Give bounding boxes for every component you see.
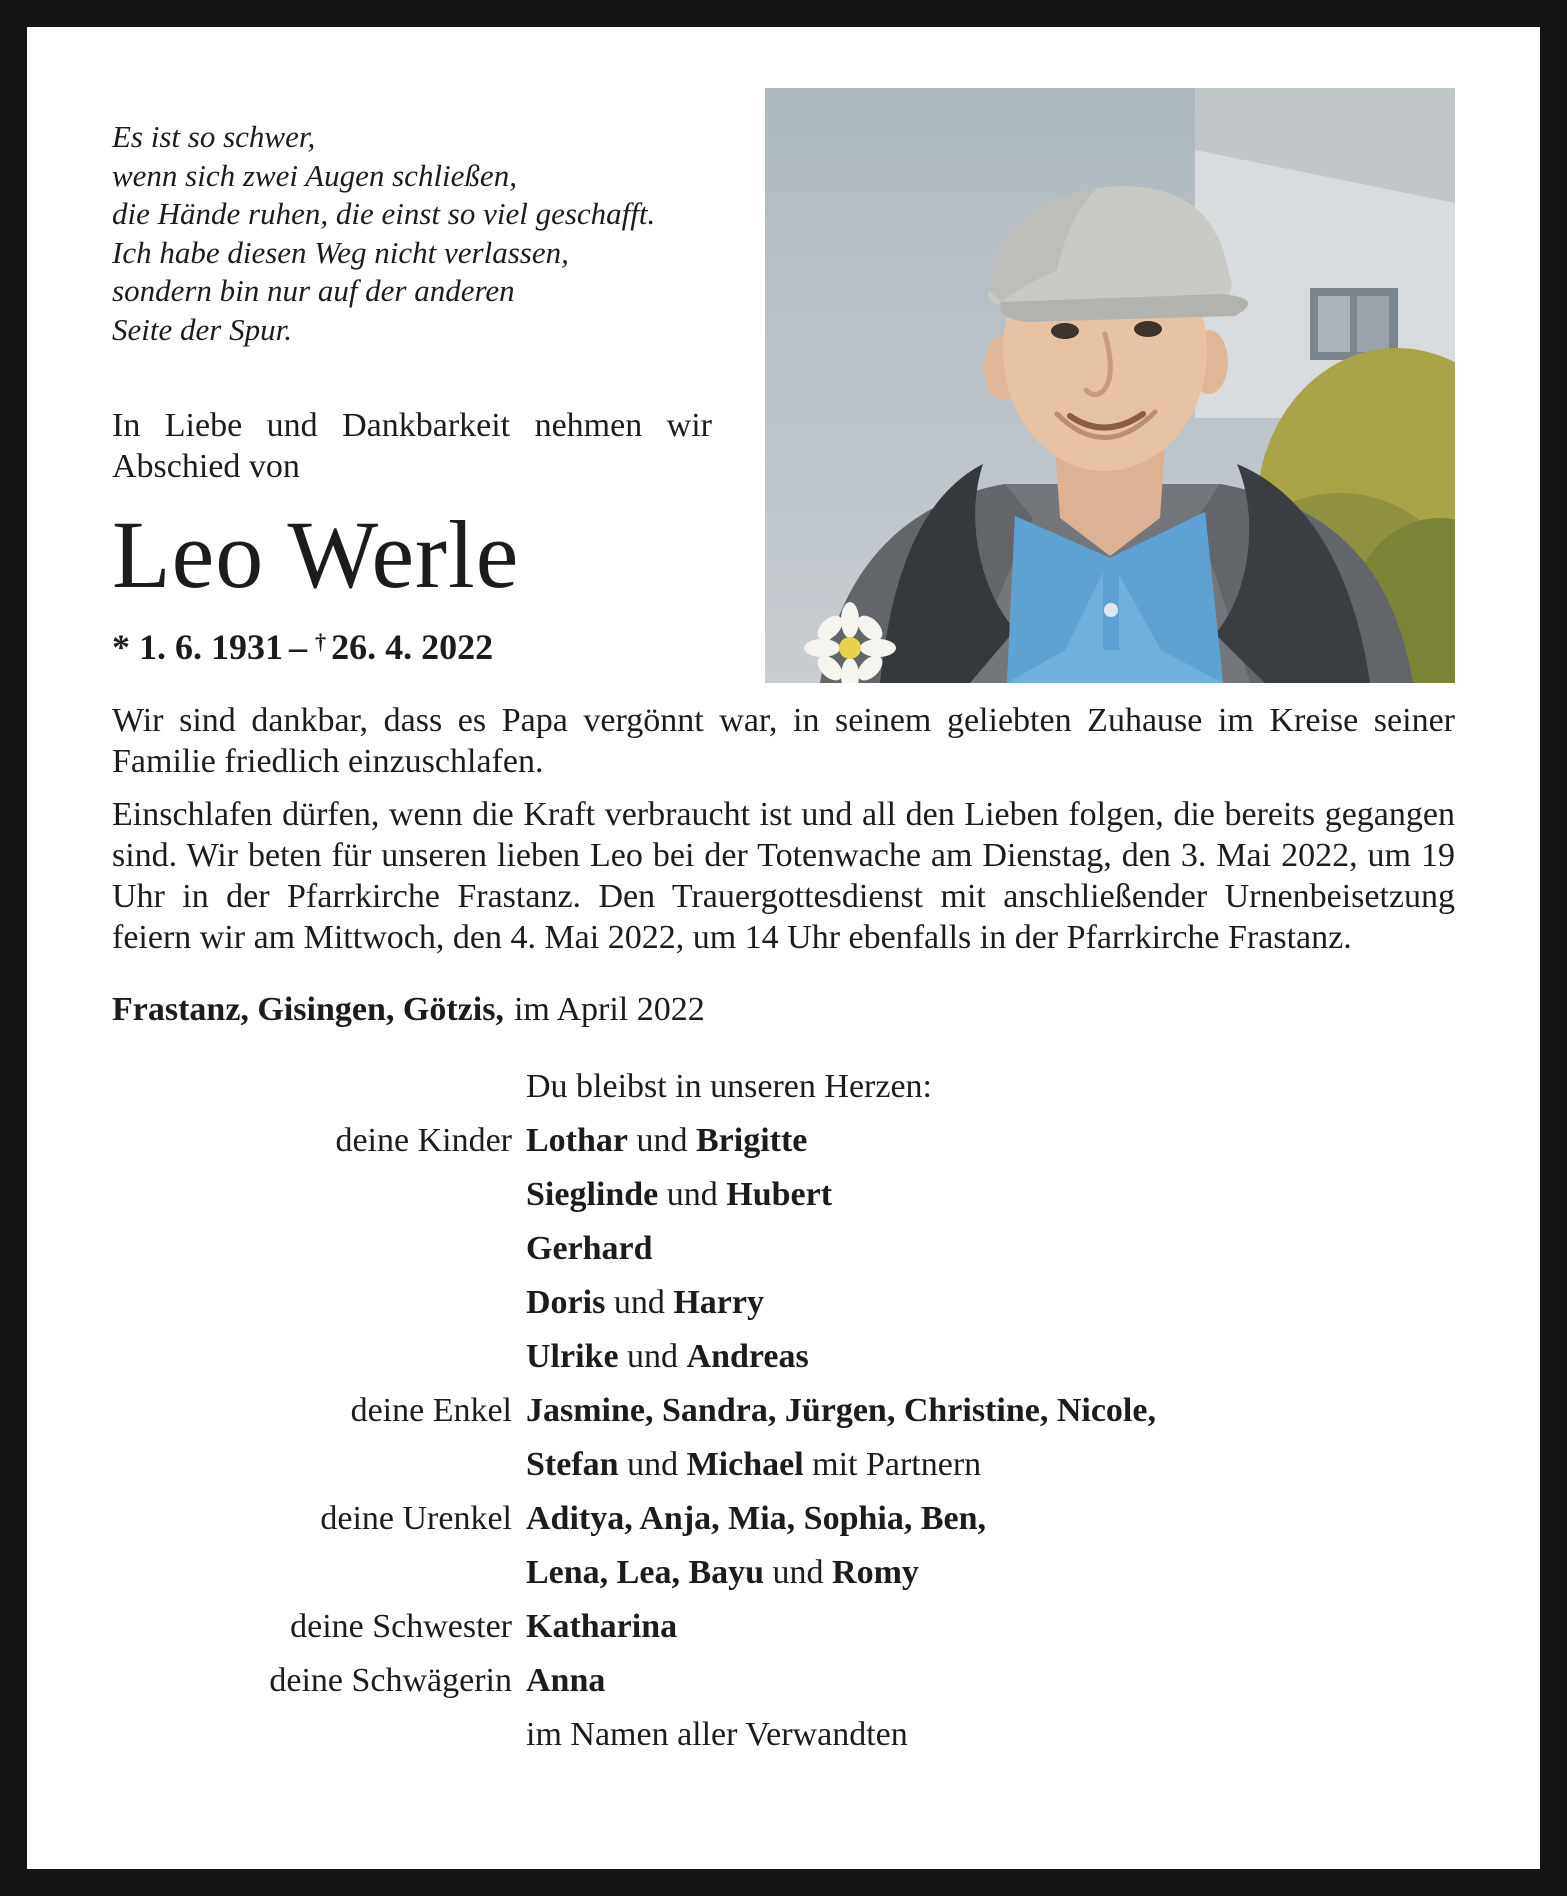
family-list: [112, 1114, 1455, 1708]
family-names: [526, 1114, 1455, 1384]
poem-line: wenn sich zwei Augen schließen,: [112, 157, 517, 193]
family-names-line: Ulrike und Andreas: [526, 1338, 809, 1375]
family-names-line: Katharina: [526, 1608, 678, 1645]
life-dates: [112, 619, 1455, 670]
poem-line: die Hände ruhen, die einst so viel geschafft.: [112, 196, 656, 231]
family-names-line: Stefan und Michael mit Partnern: [526, 1446, 982, 1483]
birth-date: * 1. 6. 1931: [112, 627, 283, 667]
intro-text: In Liebe und Dankbarkeit nehmen wir Abschied von: [112, 407, 712, 485]
deceased-name: Leo Werle: [112, 501, 520, 608]
obituary-card: [27, 27, 1540, 1869]
closing-line: im Namen aller Verwandten: [526, 1716, 908, 1753]
family-names: [526, 1600, 1455, 1654]
poem-line: Es ist so schwer,: [112, 119, 316, 154]
paragraph-service: Einschlafen dürfen, wenn die Kraft verbraucht ist und all den Lieben folgen, die bereits gegangen sind. Wir beten für unseren lieben Leo bei der Totenwache am Dienstag, den 3. Mai 2022, um 19 Uhr in der Pfarrkirche Frastanz. Den Trauergottesdienst mit anschließender Urnenbeisetzung feiern wir am Mittwoch, den 4. Mai 2022, um 14 Uhr ebenfalls in der Pfarrkirche Frastanz.: [112, 796, 1455, 956]
family-names-line: Jasmine, Sandra, Jürgen, Christine, Nicole,: [526, 1392, 1156, 1429]
place-date-line: [112, 988, 1455, 1032]
poem-line: sondern bin nur auf der anderen: [112, 273, 515, 308]
death-date: 26. 4. 2022: [331, 627, 494, 667]
places-text: Frastanz, Gisingen, Götzis,: [112, 991, 504, 1028]
poem: [112, 118, 732, 349]
paragraph-gratitude: Wir sind dankbar, dass es Papa vergönnt war, in seinem geliebten Zuhause im Kreise seiner Familie friedlich einzuschlafen.: [112, 702, 1455, 780]
family-names-line: Lothar und Brigitte: [526, 1122, 808, 1159]
family-names-line: Lena, Lea, Bayu und Romy: [526, 1554, 919, 1591]
family-names-line: Aditya, Anja, Mia, Sophia, Ben,: [526, 1500, 987, 1537]
family-names: [526, 1492, 1455, 1600]
obituary-content: [27, 27, 1540, 1869]
month-year-text: im April 2022: [513, 991, 705, 1028]
family-names-line: Anna: [526, 1662, 606, 1699]
poem-line: Ich habe diesen Weg nicht verlassen,: [112, 234, 569, 270]
family-names-line: Gerhard: [526, 1230, 653, 1267]
family-label: deine Schwägerin: [269, 1662, 512, 1699]
family-names: [526, 1384, 1455, 1492]
remembrance-heading: Du bleibst in unseren Herzen:: [526, 1068, 932, 1105]
family-label: deine Schwester: [290, 1608, 512, 1645]
family-label: deine Enkel: [350, 1392, 512, 1429]
family-names-line: Doris und Harry: [526, 1284, 764, 1321]
family-label: deine Urenkel: [320, 1500, 512, 1537]
dates-dash: –: [289, 627, 307, 667]
family-names: [526, 1654, 1455, 1708]
dagger-symbol: †: [315, 629, 327, 654]
poem-line: Seite der Spur.: [112, 311, 292, 347]
family-label: deine Kinder: [335, 1122, 512, 1159]
family-names-line: Sieglinde und Hubert: [526, 1176, 833, 1213]
